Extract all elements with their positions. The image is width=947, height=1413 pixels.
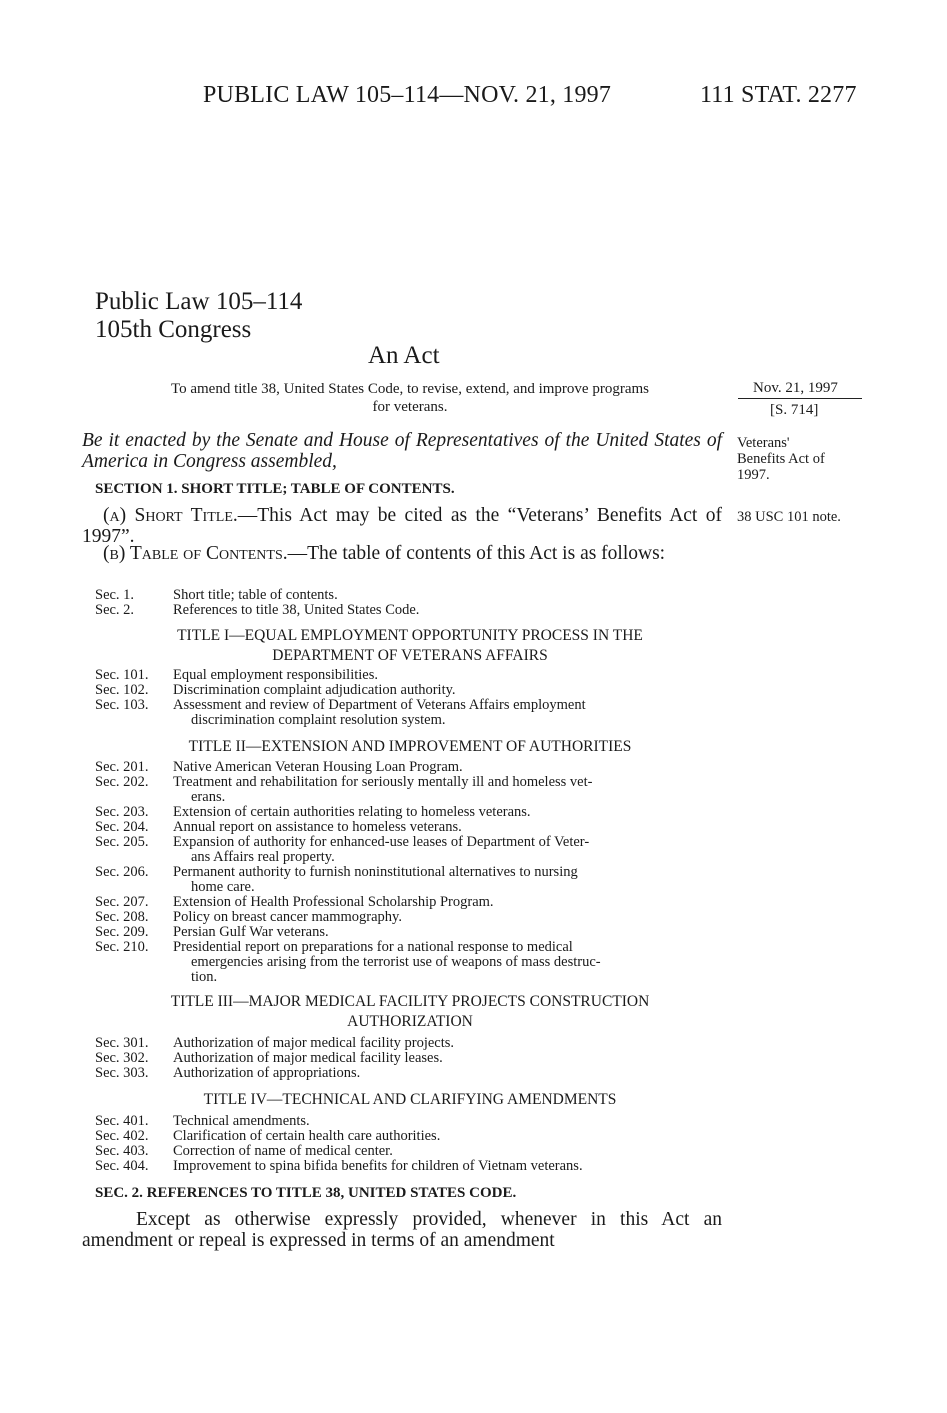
toc-entry-number: Sec. 201. (95, 759, 149, 775)
title-heading-line: AUTHORIZATION (347, 1013, 473, 1030)
toc-entry-text (173, 1159, 725, 1174)
toc-entry (95, 805, 725, 820)
toc-entry-line: Assessment and review of Department of Veterans Affairs employment (173, 697, 586, 713)
toc-entry (95, 940, 725, 985)
toc-intro-list (95, 588, 725, 618)
toc-entry-text (173, 1144, 725, 1159)
toc-entry-text (173, 865, 725, 895)
toc-entry-text (173, 910, 725, 925)
toc-entry-text (173, 1129, 725, 1144)
title-heading-line: TITLE II—EXTENSION AND IMPROVEMENT OF AUTHORITIES (188, 738, 632, 755)
toc-entry (95, 1159, 725, 1174)
toc-entry (95, 1114, 725, 1129)
toc-entry-text (173, 760, 725, 775)
toc-entry (95, 760, 725, 775)
toc-entry-text (173, 940, 725, 985)
toc-entry-line: Presidential report on preparations for a national response to medical (173, 939, 573, 955)
toc-entry (95, 1129, 725, 1144)
toc-entry-text (173, 775, 725, 805)
margin-bill-number: [S. 714] (770, 402, 819, 418)
toc-entry-number: Sec. 102. (95, 682, 149, 698)
toc-title-4-heading (110, 1090, 710, 1110)
toc-entry-line: Authorization of appropriations. (173, 1065, 361, 1081)
toc-entry-number: Sec. 204. (95, 819, 149, 835)
toc-entry (95, 1066, 725, 1081)
toc-entry (95, 820, 725, 835)
toc-entry-text (173, 1066, 725, 1081)
margin-date: Nov. 21, 1997 (753, 380, 838, 396)
toc-entry-continuation: home care. (191, 879, 255, 895)
toc-entry-number: Sec. 2. (95, 602, 135, 618)
section-2-heading: SEC. 2. REFERENCES TO TITLE 38, UNITED STATES CODE. (95, 1185, 517, 1201)
margin-rule (738, 398, 862, 399)
enacting-clause: Be it enacted by the Senate and House of Representatives of the United States of America in Congress assembled, (82, 430, 722, 472)
long-title (110, 380, 710, 416)
toc-entry-line: Improvement to spina bifida benefits for children of Vietnam veterans. (173, 1158, 583, 1174)
congress-label: 105th Congress (95, 316, 252, 343)
toc-entry-continuation: erans. (191, 789, 226, 805)
toc-entry-text (173, 1114, 725, 1129)
toc-title-1-heading (110, 626, 710, 666)
toc-entry-line: Extension of certain authorities relating to homeless veterans. (173, 804, 531, 820)
toc-entry (95, 910, 725, 925)
act-title: An Act (368, 342, 440, 369)
margin-note-line: Veterans' (737, 435, 790, 451)
running-head-page: 111 STAT. 2277 (700, 82, 857, 108)
toc-entry-continuation: tion. (191, 969, 218, 985)
toc-entry-text (173, 683, 725, 698)
toc-entry-text (173, 603, 725, 618)
toc-title-2-heading (110, 737, 710, 757)
running-head-left: PUBLIC LAW 105–114—NOV. 21, 1997 (203, 82, 612, 108)
toc-entry-number: Sec. 202. (95, 774, 149, 790)
toc-entry-text (173, 1051, 725, 1066)
subsection-a-text: —This Act may be cited as the “Veterans’ Benefits Act of 1997”. (82, 505, 722, 547)
margin-note-line: Benefits Act of (737, 451, 825, 467)
toc-entry-line: Policy on breast cancer mammography. (173, 909, 402, 925)
toc-entry-number: Sec. 403. (95, 1143, 149, 1159)
toc-entry-line: Authorization of major medical facility leases. (173, 1050, 443, 1066)
title-heading-line: TITLE III—MAJOR MEDICAL FACILITY PROJECTS CONSTRUCTION (170, 993, 650, 1010)
toc-entry-number: Sec. 206. (95, 864, 149, 880)
toc-entry-number: Sec. 103. (95, 697, 149, 713)
long-title-line-1: To amend title 38, United States Code, to revise, extend, and improve programs (170, 381, 649, 397)
toc-entry (95, 683, 725, 698)
toc-entry (95, 865, 725, 895)
toc-entry (95, 698, 725, 728)
toc-entry-number: Sec. 302. (95, 1050, 149, 1066)
toc-entry (95, 603, 725, 618)
toc-entry-text (173, 805, 725, 820)
toc-entry-number: Sec. 401. (95, 1113, 149, 1129)
toc-entry (95, 775, 725, 805)
toc-entry-number: Sec. 210. (95, 939, 149, 955)
toc-entry-line: Clarification of certain health care authorities. (173, 1128, 441, 1144)
toc-entry (95, 1036, 725, 1051)
title-heading-line: TITLE IV—TECHNICAL AND CLARIFYING AMENDMENTS (203, 1091, 617, 1108)
toc-entry-line: Annual report on assistance to homeless veterans. (173, 819, 462, 835)
toc-entry-number: Sec. 301. (95, 1035, 149, 1051)
subsection-b-label: (b) Table of Contents. (103, 543, 288, 564)
toc-entry-number: Sec. 205. (95, 834, 149, 850)
toc-entry (95, 588, 725, 603)
toc-entry-line: Discrimination complaint adjudication authority. (173, 682, 456, 698)
subsection-a (82, 505, 722, 547)
toc-entry-number: Sec. 404. (95, 1158, 149, 1174)
toc-entry-line: References to title 38, United States Code. (173, 602, 420, 618)
toc-entry-text (173, 925, 725, 940)
toc-title-3-items (95, 1036, 725, 1081)
toc-title-1-items (95, 668, 725, 728)
toc-entry (95, 835, 725, 865)
public-law-number: Public Law 105–114 (95, 288, 303, 315)
margin-note-line: 1997. (737, 467, 770, 483)
toc-entry-text (173, 820, 725, 835)
toc-entry-text (173, 668, 725, 683)
toc-entry-line: Extension of Health Professional Scholarship Program. (173, 894, 494, 910)
toc-entry-text (173, 698, 725, 728)
toc-entry-number: Sec. 101. (95, 667, 149, 683)
toc-entry-number: Sec. 207. (95, 894, 149, 910)
toc-entry-line: Short title; table of contents. (173, 587, 338, 603)
long-title-line-2: for veterans. (372, 399, 448, 415)
toc-entry-continuation: discrimination complaint resolution system. (191, 712, 446, 728)
toc-entry-number: Sec. 209. (95, 924, 149, 940)
toc-entry-number: Sec. 208. (95, 909, 149, 925)
title-heading-line: TITLE I—EQUAL EMPLOYMENT OPPORTUNITY PROCESS IN THE (177, 627, 643, 644)
section-2-text: Except as otherwise expressly provided, whenever in this Act an amendment or repeal is expressed in terms of an amendment (82, 1209, 722, 1251)
toc-title-2-items (95, 760, 725, 985)
toc-entry-line: Persian Gulf War veterans. (173, 924, 329, 940)
toc-entry (95, 1051, 725, 1066)
toc-entry-line: Technical amendments. (173, 1113, 310, 1129)
subsection-b-text: —The table of contents of this Act is as follows: (287, 543, 666, 564)
subsection-a-label: (a) Short Title. (103, 505, 238, 526)
toc-entry-number: Sec. 1. (95, 587, 135, 603)
toc-entry-line: Native American Veteran Housing Loan Program. (173, 759, 463, 775)
toc-entry (95, 895, 725, 910)
toc-entry-text (173, 588, 725, 603)
toc-entry-line: Authorization of major medical facility projects. (173, 1035, 455, 1051)
toc-entry (95, 1144, 725, 1159)
margin-usc-note: 38 USC 101 note. (737, 509, 841, 525)
toc-entry-text (173, 895, 725, 910)
toc-entry-number: Sec. 303. (95, 1065, 149, 1081)
toc-entry-number: Sec. 402. (95, 1128, 149, 1144)
toc-entry-line: Permanent authority to furnish noninstitutional alternatives to nursing (173, 864, 578, 880)
toc-entry-line: Expansion of authority for enhanced-use leases of Department of Veter- (173, 834, 590, 850)
toc-entry (95, 668, 725, 683)
section-1-heading: SECTION 1. SHORT TITLE; TABLE OF CONTENTS. (95, 481, 455, 497)
toc-entry-line: Treatment and rehabilitation for seriously mentally ill and homeless vet- (173, 774, 593, 790)
toc-entry-text (173, 1036, 725, 1051)
toc-entry-number: Sec. 203. (95, 804, 149, 820)
toc-entry-text (173, 835, 725, 865)
toc-entry-line: Equal employment responsibilities. (173, 667, 378, 683)
toc-entry (95, 925, 725, 940)
title-heading-line: DEPARTMENT OF VETERANS AFFAIRS (272, 647, 548, 664)
toc-entry-continuation: emergencies arising from the terrorist use of weapons of mass destruc- (191, 954, 601, 970)
toc-title-3-heading (110, 992, 710, 1032)
subsection-b (82, 543, 722, 564)
toc-entry-line: Correction of name of medical center. (173, 1143, 393, 1159)
toc-title-4-items (95, 1114, 725, 1174)
margin-short-title-note (737, 435, 857, 483)
toc-entry-continuation: ans Affairs real property. (191, 849, 335, 865)
